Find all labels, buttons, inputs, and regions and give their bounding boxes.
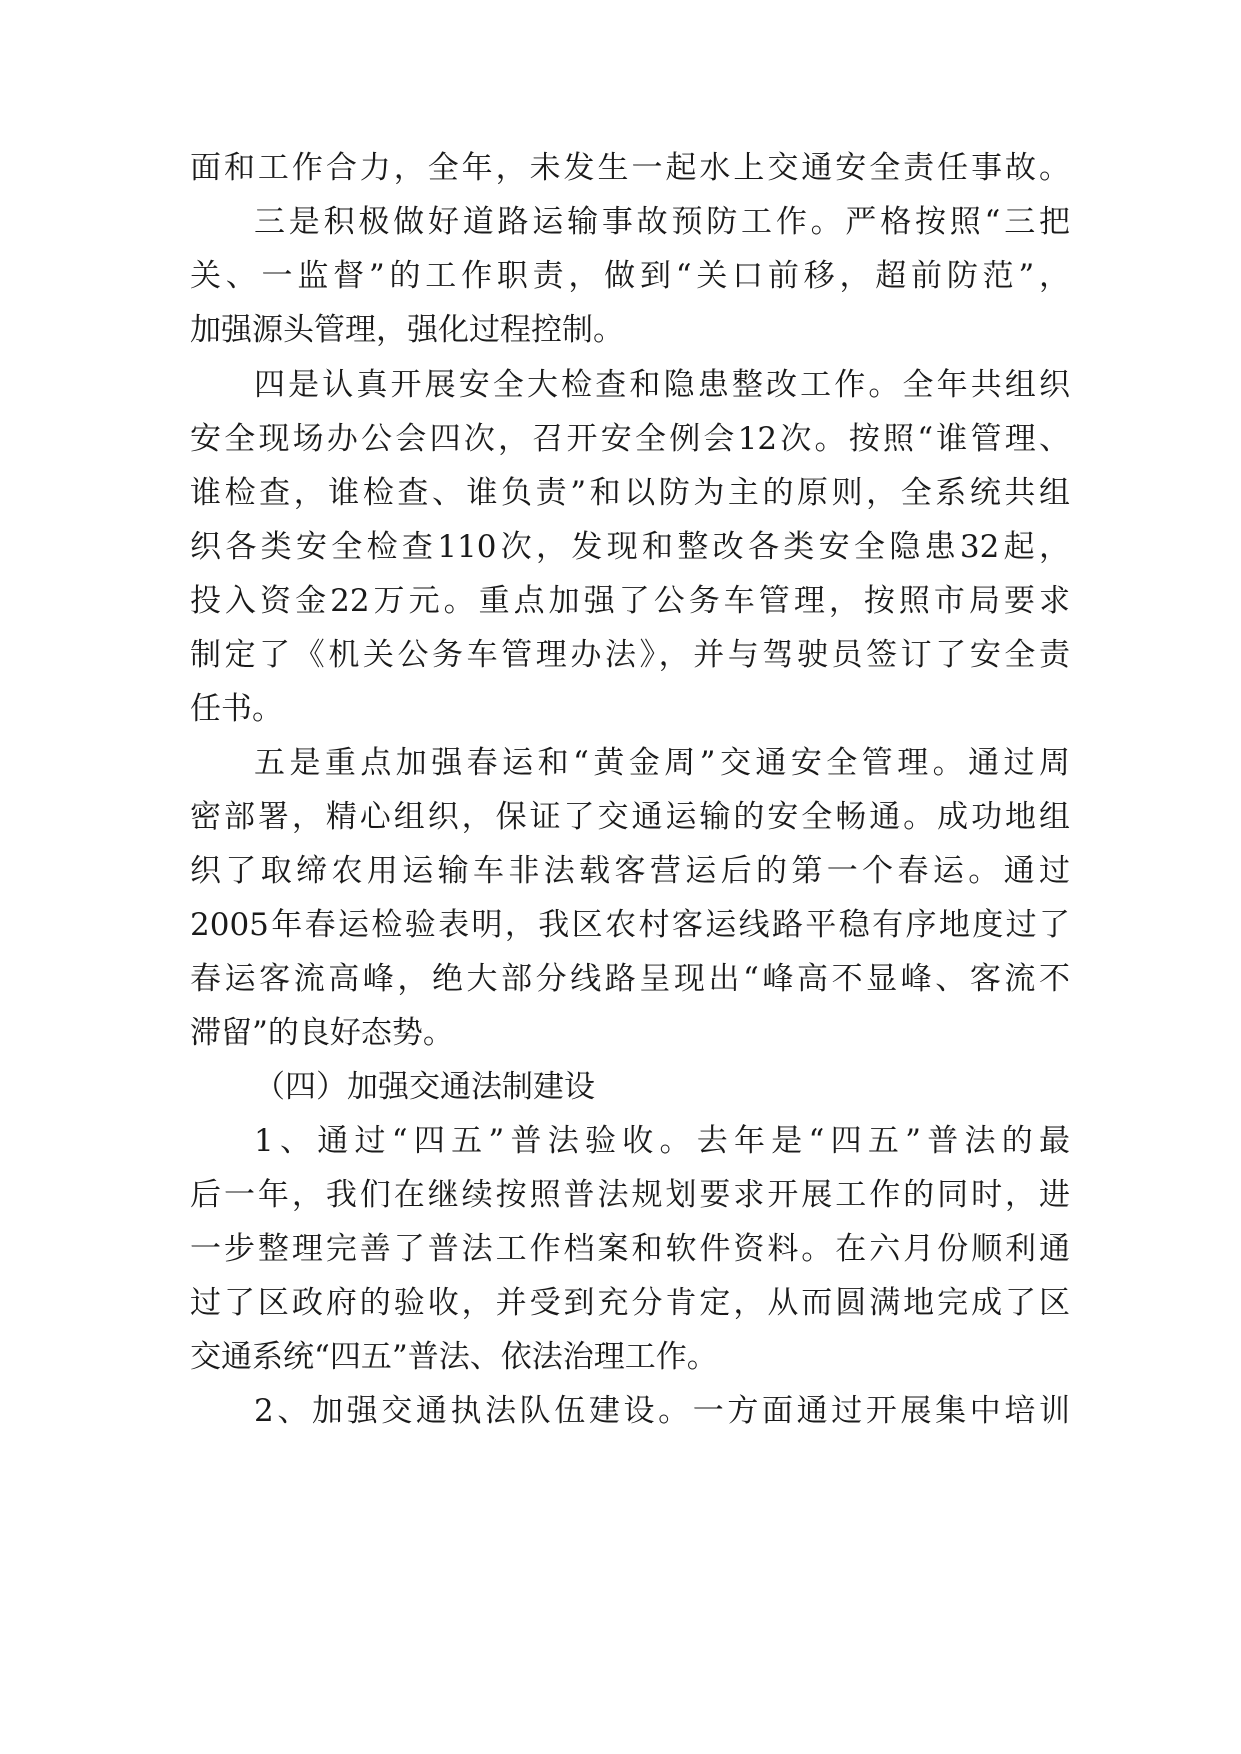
text-line: 密部署，精心组织，保证了交通运输的安全畅通。成功地组: [190, 799, 1070, 835]
paragraph-first-line: 三是积极做好道路运输事故预防工作。严格按照“三把: [254, 204, 1070, 240]
text-line: 后一年，我们在继续按照普法规划要求开展工作的同时，进: [190, 1177, 1070, 1213]
paragraph-first-line: 2、加强交通执法队伍建设。一方面通过开展集中培训: [254, 1393, 1070, 1429]
text-line: 交通系统“四五”普法、依法治理工作。: [190, 1339, 718, 1375]
paragraph-first-line: 五是重点加强春运和“黄金周”交通安全管理。通过周: [254, 745, 1070, 781]
text-line: 一步整理完善了普法工作档案和软件资料。在六月份顺利通: [190, 1231, 1070, 1267]
text-line: 安全现场办公会四次，召开安全例会12次。按照“谁管理、: [190, 421, 1070, 457]
text-line: 滞留”的良好态势。: [190, 1015, 454, 1051]
text-line: 制定了《机关公务车管理办法》，并与驾驶员签订了安全责: [190, 637, 1070, 673]
text-line: 面和工作合力，全年，未发生一起水上交通安全责任事故。: [190, 150, 1070, 186]
text-line: 关、一监督”的工作职责，做到“关口前移，超前防范”，: [190, 258, 1070, 294]
text-line: 过了区政府的验收，并受到充分肯定，从而圆满地完成了区: [190, 1285, 1070, 1321]
paragraph-first-line: 1、通过“四五”普法验收。去年是“四五”普法的最: [254, 1123, 1070, 1159]
paragraph-first-line: 四是认真开展安全大检查和隐患整改工作。全年共组织: [254, 367, 1070, 403]
text-line: 春运客流高峰，绝大部分线路呈现出“峰高不显峰、客流不: [190, 961, 1070, 997]
text-line: 织了取缔农用运输车非法载客营运后的第一个春运。通过: [190, 853, 1070, 889]
section-heading: （四）加强交通法制建设: [254, 1069, 595, 1105]
text-line: 任书。: [190, 691, 283, 727]
text-line: 谁检查，谁检查、谁负责”和以防为主的原则，全系统共组: [190, 475, 1070, 511]
text-line: 2005年春运检验表明，我区农村客运线路平稳有序地度过了: [190, 907, 1070, 943]
text-line: 加强源头管理，强化过程控制。: [190, 312, 624, 348]
text-line: 织各类安全检查110次，发现和整改各类安全隐患32起，: [190, 529, 1070, 565]
text-line: 投入资金22万元。重点加强了公务车管理，按照市局要求: [190, 583, 1070, 619]
